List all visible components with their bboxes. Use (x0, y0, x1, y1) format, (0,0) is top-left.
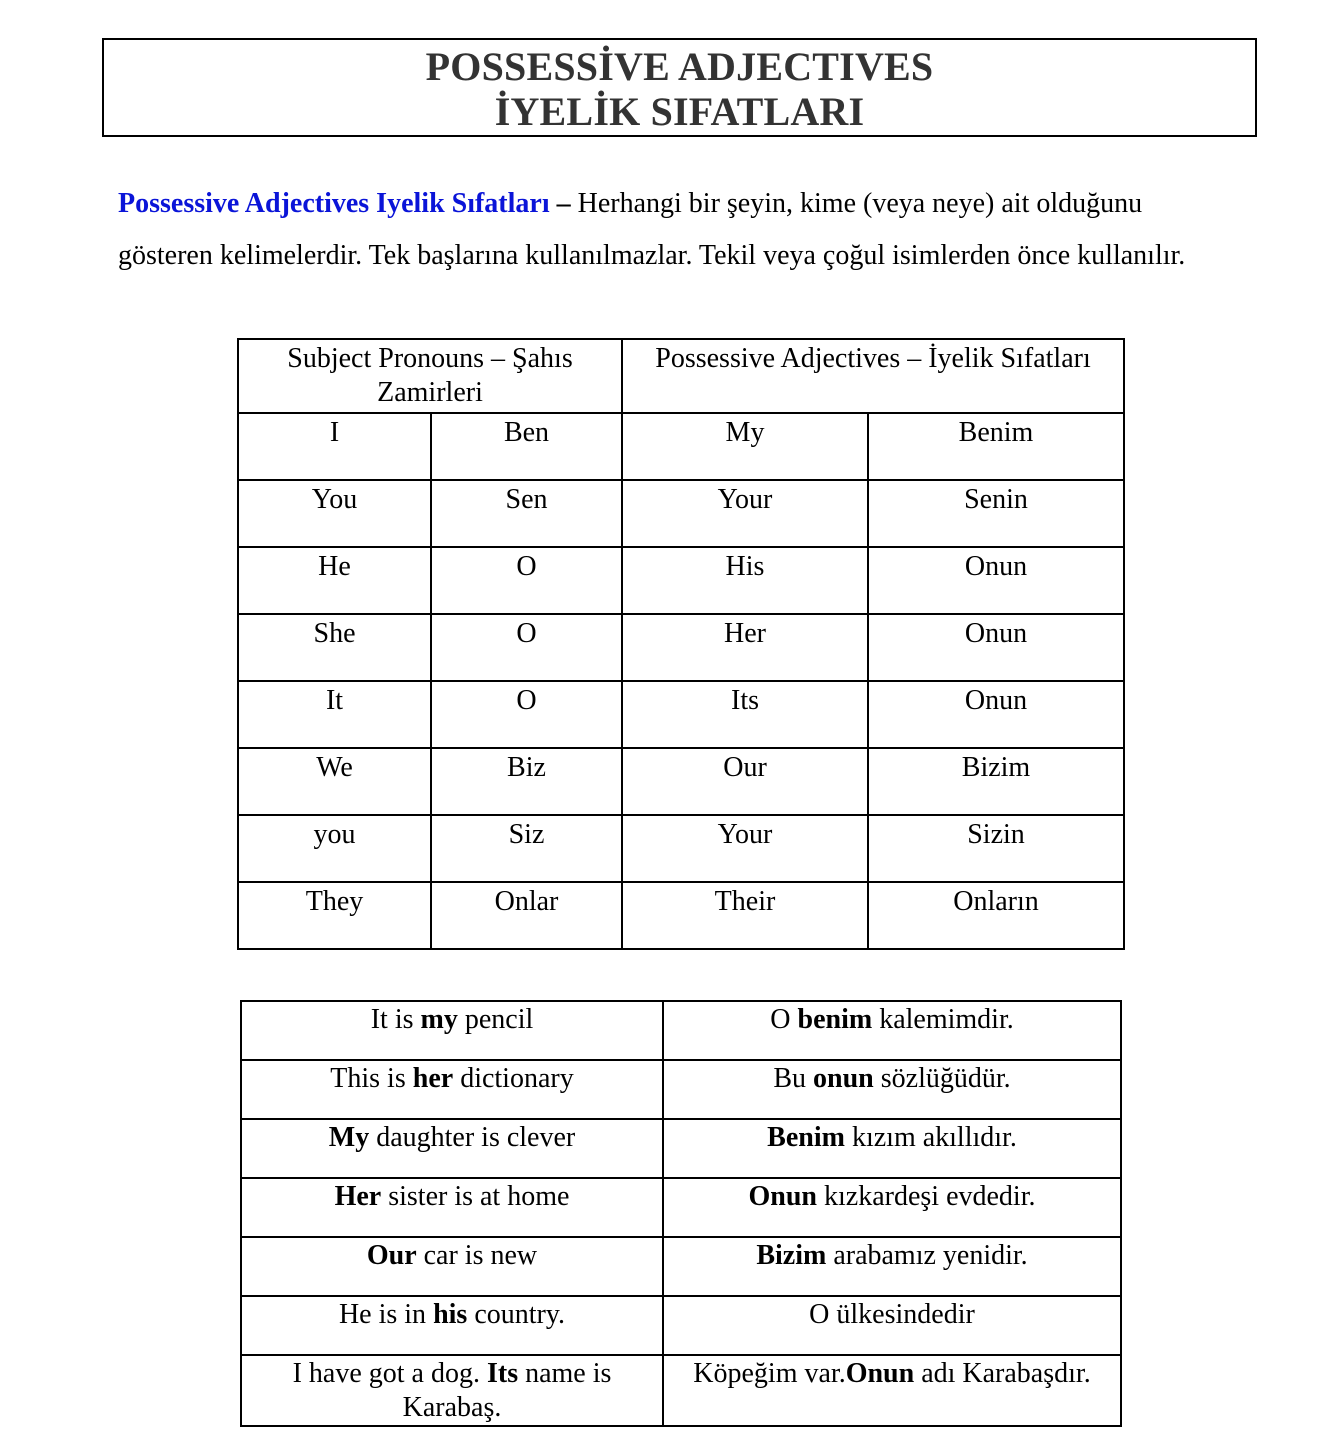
example-english (241, 1119, 663, 1178)
cell-possessive-tr: Onun (868, 614, 1124, 681)
possessive-highlight: benim (797, 1004, 873, 1035)
text: daughter is clever (369, 1122, 576, 1153)
cell-subject-tr: Onlar (431, 882, 622, 949)
table-row (238, 681, 1124, 748)
cell-subject-tr: O (431, 614, 622, 681)
table-row (241, 1001, 1121, 1060)
table-row (241, 1355, 1121, 1426)
cell-subject-en: I (238, 413, 431, 480)
table-row (241, 1060, 1121, 1119)
cell-subject-en: She (238, 614, 431, 681)
example-english (241, 1178, 663, 1237)
text: car is new (416, 1240, 538, 1271)
cell-subject-tr: Ben (431, 413, 622, 480)
intro-definition: Herhangi bir şeyin, kime (veya neye) ait olduğunu gösteren kelimelerdir. Tek başlarına kullanılmazlar. Tekil veya çoğul isimlerden önce kullanılır. (118, 188, 1186, 271)
cell-possessive-tr: Bizim (868, 748, 1124, 815)
pronoun-table-header-row (238, 339, 1124, 413)
title-turkish: İYELİK SIFATLARI (494, 89, 865, 134)
example-english (241, 1355, 663, 1426)
cell-subject-tr: O (431, 547, 622, 614)
text: dictionary (453, 1063, 574, 1094)
title-english: POSSESSİVE ADJECTIVES (425, 44, 934, 89)
table-row (238, 748, 1124, 815)
text: O (770, 1004, 798, 1035)
text: Bu (773, 1063, 814, 1094)
example-english (241, 1296, 663, 1355)
cell-subject-tr: O (431, 681, 622, 748)
cell-possessive-tr: Onun (868, 547, 1124, 614)
cell-possessive-en: His (622, 547, 868, 614)
text: kızkardeşi evdedir. (817, 1181, 1036, 1212)
possessive-highlight: Our (366, 1240, 417, 1271)
intro-lead-term: Possessive Adjectives Iyelik Sıfatları (118, 188, 550, 219)
cell-possessive-en: Your (622, 480, 868, 547)
cell-possessive-tr: Onların (868, 882, 1124, 949)
cell-possessive-en: Its (622, 681, 868, 748)
table-row (238, 815, 1124, 882)
text: It is (370, 1004, 421, 1035)
possessive-highlight: Onun (845, 1358, 915, 1389)
cell-possessive-en: Your (622, 815, 868, 882)
intro-dash: – (549, 188, 578, 219)
cell-subject-en: He (238, 547, 431, 614)
possessive-highlight: Benim (767, 1122, 845, 1153)
cell-possessive-en: Their (622, 882, 868, 949)
cell-subject-en: you (238, 815, 431, 882)
text: name is Karabaş. (402, 1358, 612, 1423)
possessive-highlight: My (328, 1122, 370, 1153)
table-row (238, 614, 1124, 681)
header-possessive-adjectives: Possessive Adjectives – İyelik Sıfatları (622, 339, 1124, 413)
example-turkish (663, 1237, 1121, 1296)
possessive-highlight: onun (813, 1063, 874, 1094)
table-row (241, 1119, 1121, 1178)
example-sentences-table (240, 1000, 1122, 1427)
pronoun-table (237, 338, 1125, 950)
text: kızım akıllıdır. (844, 1122, 1017, 1153)
cell-possessive-tr: Benim (868, 413, 1124, 480)
possessive-highlight: Onun (748, 1181, 817, 1212)
text: O ülkesindedir (809, 1299, 975, 1330)
header-subject-pronouns: Subject Pronouns – Şahıs Zamirleri (238, 339, 622, 413)
text: Köpeğim var. (693, 1358, 846, 1389)
possessive-highlight: Bizim (756, 1240, 827, 1271)
example-turkish (663, 1178, 1121, 1237)
table-row (238, 547, 1124, 614)
example-english (241, 1237, 663, 1296)
text: adı Karabaşdır. (914, 1358, 1091, 1389)
cell-possessive-tr: Senin (868, 480, 1124, 547)
text: pencil (457, 1004, 534, 1035)
text: I have got a dog. (292, 1358, 487, 1389)
cell-subject-en: They (238, 882, 431, 949)
cell-subject-tr: Siz (431, 815, 622, 882)
example-turkish (663, 1296, 1121, 1355)
cell-subject-en: You (238, 480, 431, 547)
possessive-highlight: Her (334, 1181, 382, 1212)
cell-subject-tr: Biz (431, 748, 622, 815)
cell-possessive-en: My (622, 413, 868, 480)
table-row (241, 1296, 1121, 1355)
text: sister is at home (381, 1181, 570, 1212)
title-box (102, 38, 1257, 137)
example-english (241, 1001, 663, 1060)
text: This is (330, 1063, 413, 1094)
example-turkish (663, 1060, 1121, 1119)
text: country. (467, 1299, 566, 1330)
table-row (238, 480, 1124, 547)
text: He is in (338, 1299, 434, 1330)
possessive-highlight: Its (486, 1358, 519, 1389)
possessive-highlight: her (412, 1063, 454, 1094)
table-row (238, 413, 1124, 480)
cell-subject-en: It (238, 681, 431, 748)
cell-subject-en: We (238, 748, 431, 815)
table-row (241, 1178, 1121, 1237)
example-english (241, 1060, 663, 1119)
cell-subject-tr: Sen (431, 480, 622, 547)
cell-possessive-en: Her (622, 614, 868, 681)
table-row (238, 882, 1124, 949)
example-turkish (663, 1001, 1121, 1060)
text: sözlüğüdür. (873, 1063, 1011, 1094)
cell-possessive-tr: Sizin (868, 815, 1124, 882)
possessive-highlight: his (433, 1299, 468, 1330)
possessive-highlight: my (420, 1004, 458, 1035)
table-row (241, 1237, 1121, 1296)
cell-possessive-en: Our (622, 748, 868, 815)
intro-paragraph (118, 178, 1238, 282)
cell-possessive-tr: Onun (868, 681, 1124, 748)
text: kalemimdir. (872, 1004, 1014, 1035)
example-turkish (663, 1355, 1121, 1426)
text: arabamız yenidir. (826, 1240, 1028, 1271)
example-turkish (663, 1119, 1121, 1178)
